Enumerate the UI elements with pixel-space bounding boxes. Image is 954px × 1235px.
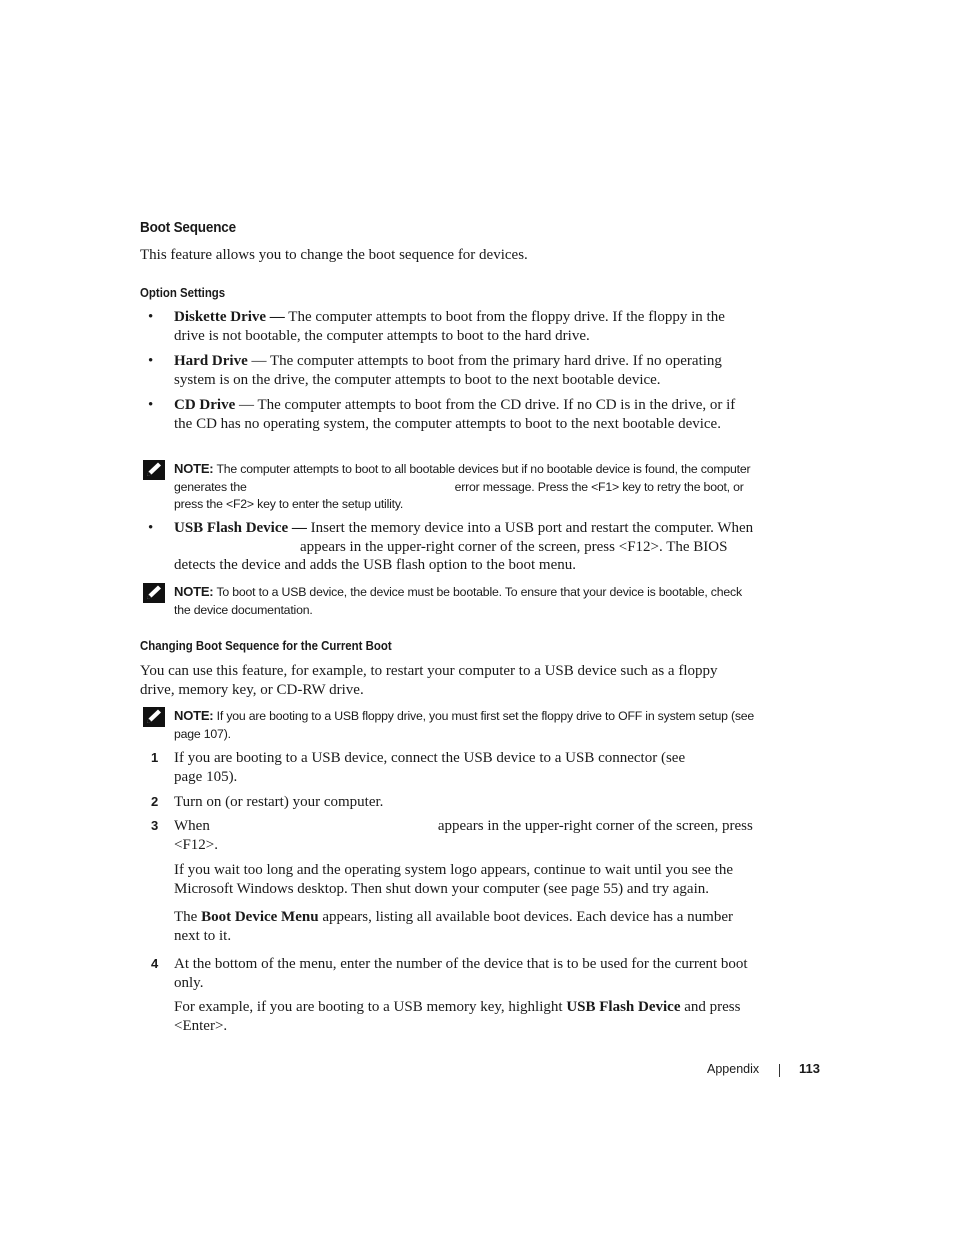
step-4-paragraph-1 [174,998,756,1035]
step-text: If you are booting to a USB device, connect the USB device to a USB connector (see page 105). [174,750,686,785]
footer-separator [779,1064,780,1077]
step-number: 4 [151,956,159,971]
item-label: USB Flash Device — [174,520,307,536]
step-4 [140,955,755,992]
usb-flash-device-term: USB Flash Device [566,999,681,1015]
note-text: To boot to a USB device, the device must be bootable. To ensure that your device is bootable, check the device documentation. [174,585,742,617]
list-item-diskette-drive [140,308,755,345]
note-label: NOTE: [174,461,214,476]
note-text-cont: error message. Press the <F1> key to retry the boot, or press the <F2> key to enter the setup utility. [174,479,744,511]
text-run: For example, if you are booting to a USB memory key, highlight [174,999,567,1015]
item-text: — The computer attempts to boot from the primary hard drive. If no operating system is on the drive, the computer attempts to boot to the next bootable device. [174,353,722,388]
bullet: • [148,397,154,413]
step-text: When [174,818,210,834]
boot-device-menu-term: Boot Device Menu [201,909,319,925]
item-label: CD Drive [174,397,236,413]
note-pencil-icon [143,707,165,727]
text-run: The [174,909,202,925]
list-item-cd-drive [140,396,755,433]
step-text: At the bottom of the menu, enter the number of the device that is to be used for the current boot only. [174,956,748,991]
item-text: The computer attempts to boot from the floppy drive. If the floppy in the drive is not bootable, the computer attempts to boot to the hard drive. [174,309,725,344]
changing-boot-sequence-heading: Changing Boot Sequence for the Current Boot [140,638,392,653]
step-number: 1 [151,750,159,765]
step-3-paragraph-2 [174,908,756,945]
section-title: Boot Sequence [140,219,236,236]
item-label: Hard Drive [174,353,248,369]
step-1 [140,749,755,786]
step-3 [140,817,755,854]
note-boot-all-devices [140,460,756,514]
step-text: Turn on (or restart) your computer. [174,794,384,810]
intro-paragraph: This feature allows you to change the boot sequence for devices. [140,247,528,263]
text-run: and press <Enter>. [174,999,741,1034]
note-label: NOTE: [174,584,214,599]
note-usb-bootable [140,583,756,619]
list-item-hard-drive [140,352,755,389]
list-item-usb-flash-device [140,519,755,575]
note-text: The computer attempts to boot to all bootable devices but if no bootable device is found, the computer generates the [174,462,751,494]
changing-intro-paragraph: You can use this feature, for example, to restart your computer to a USB device such as a floppy drive, memory key, or CD-RW drive. [140,663,718,698]
step-2 [140,793,755,812]
step-text-cont: appears in the upper-right corner of the screen, press <F12>. [174,818,753,853]
step-3-paragraph-1: If you wait too long and the operating system logo appears, continue to wait until you see the Microsoft Windows desktop. Then shut down your computer (see page 55) and try again. [174,862,734,897]
note-usb-floppy [140,707,756,743]
step-number: 2 [151,794,159,809]
bullet: • [148,309,154,325]
note-text: If you are booting to a USB floppy drive, you must first set the floppy drive to OFF in system setup (see page 107). [174,709,755,741]
item-label: Diskette Drive — [174,309,285,325]
page-number: 113 [799,1061,820,1076]
item-text: Insert the memory device into a USB port and restart the computer. When [306,520,754,536]
item-text: — The computer attempts to boot from the CD drive. If no CD is in the drive, or if the CD has no operating system, the computer attempts to boot to the next bootable device. [174,397,736,432]
note-label: NOTE: [174,708,214,723]
text-run: appears, listing all available boot devices. Each device has a number next to it. [174,909,733,944]
footer-section-label: Appendix [707,1062,760,1076]
note-pencil-icon [143,460,165,480]
option-settings-heading: Option Settings [140,285,226,300]
bullet: • [148,520,154,536]
bullet: • [148,353,154,369]
note-pencil-icon [143,583,165,603]
item-text-cont: appears in the upper-right corner of the screen, press <F12>. The BIOS detects the device and adds the USB flash option to the boot menu. [174,538,728,573]
step-number: 3 [151,818,159,833]
